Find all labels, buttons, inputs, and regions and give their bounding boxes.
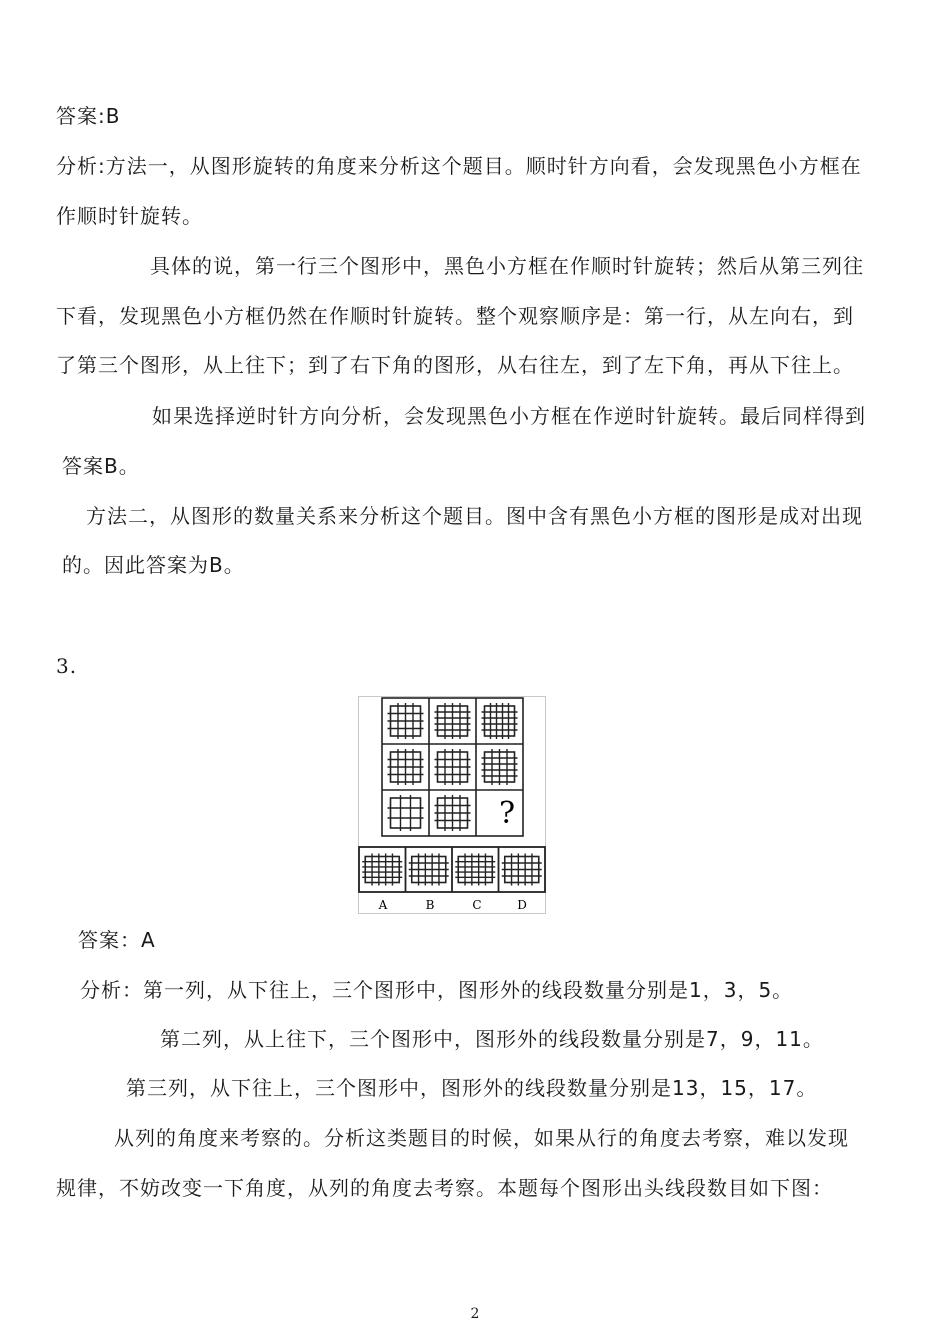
page-number: 2	[470, 1306, 480, 1322]
paragraph-line-2: 规律，不妨改变一下角度，从列的角度去考察。本题每个图形出头线段数目如下图：	[56, 1176, 833, 1200]
prev-answer: 答案:B	[56, 104, 121, 128]
prev-paragraph4-line-2: 的。因此答案为B。	[62, 553, 245, 577]
prev-paragraph2-line-3: 了第三个图形，从上往下；到了右下角的图形，从右往左，到了左下角，再从下往上。	[56, 353, 854, 377]
prev-paragraph2-line-2: 下看，发现黑色小方框仍然在作顺时针旋转。整个观察顺序是：第一行，从左向右，到	[56, 304, 854, 328]
analysis-line-2: 第二列，从上往下，三个图形中，图形外的线段数量分别是7，9，11。	[160, 1027, 824, 1051]
analysis-line-3: 第三列，从下往上，三个图形中，图形外的线段数量分别是13，15，17。	[126, 1076, 818, 1100]
paragraph-line-1: 从列的角度来考察的。分析这类题目的时候，如果从行的角度去考察，难以发现	[114, 1126, 849, 1150]
prev-analysis-line-2: 作顺时针旋转。	[56, 204, 203, 228]
option-label-d: D	[517, 898, 527, 912]
question-number: 3.	[56, 654, 78, 678]
prev-paragraph4-line-1: 方法二，从图形的数量关系来分析这个题目。图中含有黑色小方框的图形是成对出现	[86, 504, 863, 528]
prev-analysis-line-1: 分析:方法一，从图形旋转的角度来分析这个题目。顺时针方向看，会发现黑色小方框在	[56, 154, 862, 178]
puzzle-figure-svg	[358, 696, 546, 914]
option-label-c: C	[472, 898, 482, 912]
option-label-a: A	[378, 898, 388, 912]
answer: 答案：A	[78, 928, 156, 952]
puzzle-figure	[358, 696, 546, 914]
prev-paragraph3-line-2: 答案B。	[62, 454, 140, 478]
prev-paragraph3-line-1: 如果选择逆时针方向分析，会发现黑色小方框在作逆时针旋转。最后同样得到	[152, 404, 866, 428]
missing-figure-mark: ?	[498, 796, 516, 831]
prev-paragraph2-line-1: 具体的说，第一行三个图形中，黑色小方框在作顺时针旋转；然后从第三列往	[150, 254, 864, 278]
option-label-b: B	[425, 898, 435, 912]
analysis-line-1: 分析：第一列，从下往上，三个图形中，图形外的线段数量分别是1，3，5。	[80, 978, 794, 1002]
